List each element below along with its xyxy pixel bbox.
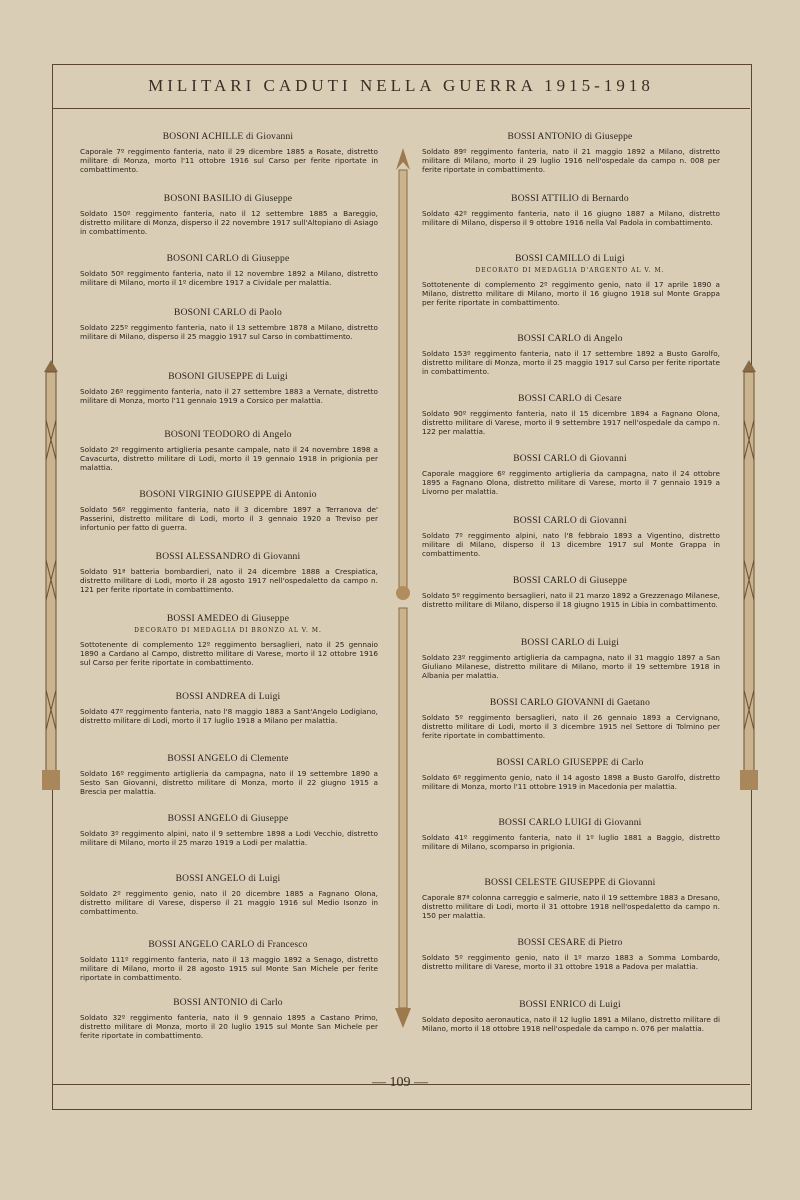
page-number: — 109 —: [372, 1075, 428, 1090]
obituary-entry: [420, 394, 720, 436]
entry-text: Sottotenente di complemento 12º reggimento bersaglieri, nato il 25 gennaio 1890 a Cardano al Campo, distretto militare di Varese, morto il 12 ottobre 1916 sul Carso per ferite riportate in combattimento.: [80, 640, 378, 667]
entry-name: BOSONI TEODORO di Angelo: [164, 430, 292, 440]
obituary-entry: [78, 552, 378, 594]
entry-name: BOSSI ANTONIO di Carlo: [173, 998, 283, 1008]
left-fasces-ornament: [36, 360, 66, 800]
obituary-entry: [78, 194, 378, 236]
obituary-entry: [420, 132, 720, 174]
entry-name: BOSSI ATTILIO di Bernardo: [511, 194, 629, 204]
entry-name: BOSONI BASILIO di Giuseppe: [163, 194, 293, 204]
entry-name: BOSSI ALESSANDRO di Giovanni: [155, 552, 301, 562]
entry-text: Soldato 111º reggimento fanteria, nato il 13 maggio 1892 a Senago, distretto militare di Milano, morto il 28 agosto 1915 sul Monte San Michele per ferite riportate in combattimento.: [80, 955, 378, 982]
entry-name: BOSSI CARLO di Giovanni: [513, 516, 627, 526]
obituary-entry: [420, 254, 720, 307]
entry-name: BOSSI ANTONIO di Giuseppe: [507, 132, 633, 142]
obituary-entry: [78, 254, 378, 287]
obituary-entry: [420, 698, 720, 740]
obituary-entry: [78, 814, 378, 847]
entry-name: BOSSI CARLO di Giuseppe: [512, 576, 628, 586]
entry-text: Soldato 41º reggimento fanteria, nato il 1º luglio 1881 a Baggio, distretto militare di Milano, scomparso in prigionia.: [422, 833, 720, 851]
entry-text: Soldato 6º reggimento genio, nato il 14 agosto 1898 a Busto Garolfo, distretto militare di Monza, morto l'11 ottobre 1919 in Macedonia per malattia.: [422, 773, 720, 791]
entry-text: Caporale maggiore 6º reggimento artiglieria da campagna, nato il 24 ottobre 1895 a Fagnano Olona, distretto militare di Varese, morto il 7 gennaio 1919 a Livorno per malattia.: [422, 469, 720, 496]
obituary-entry: [420, 638, 720, 680]
entry-text: Soldato 3º reggimento alpini, nato il 9 settembre 1898 a Lodi Vecchio, distretto militare di Milano, morto il 25 marzo 1919 a Lodi per malattia.: [80, 829, 378, 847]
entry-text: Caporale 87ª colonna carreggio e salmerie, nato il 19 settembre 1883 a Dresano, distretto militare di Lodi, morto il 31 ottobre 1918 nell'ospedaletto da campo n. 150 per malattia.: [422, 893, 720, 920]
entry-name: BOSSI CARLO GIUSEPPE di Carlo: [496, 758, 644, 768]
entry-text: Soldato 7º reggimento alpini, nato l'8 febbraio 1893 a Vigentino, distretto militare di Milano, disperso il 13 dicembre 1917 sul Monte Grappa in combattimento.: [422, 531, 720, 558]
entry-name: BOSSI CAMILLO di Luigi: [515, 254, 625, 264]
obituary-entry: [78, 490, 378, 532]
obituary-entry: [78, 754, 378, 796]
entry-text: Soldato 56º reggimento fanteria, nato il 3 dicembre 1897 a Terranova de' Passerini, distretto militare di Lodi, morto il 3 gennaio 1920 a Treviso per infortunio per fatto di guerra.: [80, 505, 378, 532]
entry-text: Soldato 5º reggimento bersaglieri, nato il 21 marzo 1892 a Grezzenago Milanese, distretto militare di Milano, disperso il 18 giugno 1915 in Libia in combattimento.: [422, 591, 720, 609]
entry-name: BOSSI CARLO LUIGI di Giovanni: [498, 818, 642, 828]
obituary-entry: [78, 998, 378, 1040]
entry-name: BOSSI ANGELO di Luigi: [175, 874, 281, 884]
obituary-entry: [78, 308, 378, 341]
obituary-entry: [420, 878, 720, 920]
right-fasces-ornament: [734, 360, 764, 800]
entry-text: Soldato 47º reggimento fanteria, nato l'8 maggio 1883 a Sant'Angelo Lodigiano, distretto militare di Lodi, morto il 17 luglio 1918 a Milano per malattia.: [80, 707, 378, 725]
entry-name: BOSONI CARLO di Paolo: [174, 308, 282, 318]
entry-text: Soldato 2º reggimento artiglieria pesante campale, nato il 24 novembre 1898 a Cavacurta, distretto militare di Lodi, morto il 19 gennaio 1918 in prigionia per malattia.: [80, 445, 378, 472]
entry-name: BOSSI AMEDEO di Giuseppe: [166, 614, 290, 624]
page-title: MILITARI CADUTI NELLA GUERRA 1915-1918: [148, 76, 654, 95]
obituary-entry: [78, 614, 378, 667]
entry-text: Soldato 153º reggimento fanteria, nato il 17 settembre 1892 a Busto Garolfo, distretto militare di Monza, morto il 25 maggio 1917 sul Carso per ferite riportate in combattimento.: [422, 349, 720, 376]
entry-text: Sottotenente di complemento 2º reggimento genio, nato il 17 aprile 1890 a Milano, distretto militare di Milano, morto il 16 giugno 1918 sul Monte Grappa per ferite riportate in combattimento.: [422, 280, 720, 307]
entry-text: Soldato 225º reggimento fanteria, nato il 13 settembre 1878 a Milano, distretto militare di Milano, disperso il 25 maggio 1917 sul Carso in combattimento.: [80, 323, 378, 341]
entry-text: Soldato 42º reggimento fanteria, nato il 16 giugno 1887 a Milano, distretto militare di Milano, disperso il 9 ottobre 1916 nella Val Padola in combattimento.: [422, 209, 720, 227]
entry-text: Soldato 50º reggimento fanteria, nato il 12 novembre 1892 a Milano, distretto militare di Milano, morto il 1º dicembre 1917 a Cividale per malattia.: [80, 269, 378, 287]
obituary-entry: [78, 940, 378, 982]
entry-text: Soldato 32º reggimento fanteria, nato il 9 gennaio 1895 a Castano Primo, distretto militare di Monza, morto il 20 luglio 1915 sul Monte San Michele per ferite riportate in combattimento.: [80, 1013, 378, 1040]
obituary-entry: [78, 874, 378, 916]
entry-text: Soldato 91ª batteria bombardieri, nato il 24 dicembre 1888 a Crespiatica, distretto militare di Lodi, morto il 28 agosto 1917 nell'ospedaletto da campo n. 121 per ferite riportate in combattimento.: [80, 567, 378, 594]
entry-name: BOSSI ANGELO di Clemente: [167, 754, 289, 764]
obituary-entry: [78, 692, 378, 725]
entry-text: Soldato 26º reggimento fanteria, nato il 27 settembre 1883 a Vernate, distretto militare di Monza, morto l'11 gennaio 1919 a Corsico per malattia.: [80, 387, 378, 405]
entry-text: Soldato 5º reggimento bersaglieri, nato il 26 gennaio 1893 a Cervignano, distretto militare di Lodi, morto il 3 dicembre 1915 nel Settore di Tolmino per ferite riportate in combattimento.: [422, 713, 720, 740]
obituary-entry: [420, 1000, 720, 1033]
entry-text: Soldato 90º reggimento fanteria, nato il 15 dicembre 1894 a Fagnano Olona, distretto militare di Varese, morto il 9 settembre 1917 nell'ospedale da campo n. 122 per malattia.: [422, 409, 720, 436]
entry-name: BOSONI VIRGINIO GIUSEPPE di Antonio: [139, 490, 317, 500]
entry-text: Soldato 89º reggimento fanteria, nato il 21 maggio 1892 a Milano, distretto militare di Milano, morto il 29 luglio 1916 nell'ospedale da campo n. 008 per ferite riportate in combattimento.: [422, 147, 720, 174]
central-staff-ornament: [392, 148, 414, 1028]
entry-text: Soldato 16º reggimento artiglieria da campagna, nato il 19 settembre 1890 a Sesto San Giovanni, distretto militare di Monza, morto il 22 giugno 1915 a Brescia per malattia.: [80, 769, 378, 796]
entry-name: BOSONI GIUSEPPE di Luigi: [168, 372, 288, 382]
obituary-entry: [420, 194, 720, 227]
entry-name: BOSSI CARLO di Luigi: [520, 638, 620, 648]
entry-name: BOSSI CARLO di Angelo: [517, 334, 623, 344]
entry-text: Soldato 5º reggimento genio, nato il 1º marzo 1883 a Somma Lombardo, distretto militare di Varese, morto il 31 ottobre 1918 a Padova per malattia.: [422, 953, 720, 971]
obituary-entry: [420, 576, 720, 609]
obituary-entry: [420, 758, 720, 791]
entry-name: BOSSI ENRICO di Luigi: [519, 1000, 621, 1010]
obituary-entry: [420, 818, 720, 851]
obituary-entry: [420, 454, 720, 496]
page-header: [52, 64, 750, 109]
obituary-entry: [420, 334, 720, 376]
entry-name: BOSONI CARLO di Giuseppe: [166, 254, 290, 264]
obituary-entry: [78, 372, 378, 405]
obituary-entry: [78, 132, 378, 174]
entry-name: BOSSI CELESTE GIUSEPPE di Giovanni: [484, 878, 656, 888]
entry-name: BOSSI CESARE di Pietro: [517, 938, 623, 948]
entry-text: Caporale 7º reggimento fanteria, nato il 29 dicembre 1885 a Rosate, distretto militare di Monza, morto l'11 ottobre 1916 sul Carso per ferite riportate in combattimento.: [80, 147, 378, 174]
entry-decoration: DECORATO DI MEDAGLIA DI BRONZO AL V. M.: [134, 627, 322, 634]
entry-name: BOSSI ANGELO CARLO di Francesco: [148, 940, 308, 950]
entry-text: Soldato 2º reggimento genio, nato il 20 dicembre 1885 a Fagnano Olona, distretto militare di Varese, disperso il 21 maggio 1916 sul Medio Isonzo in combattimento.: [80, 889, 378, 916]
obituary-entry: [78, 430, 378, 472]
entry-name: BOSSI CARLO GIOVANNI di Gaetano: [489, 698, 651, 708]
obituary-entry: [420, 938, 720, 971]
obituary-entry: [420, 516, 720, 558]
entry-name: BOSSI CARLO di Cesare: [518, 394, 622, 404]
entry-text: Soldato deposito aeronautica, nato il 12 luglio 1891 a Milano, distretto militare di Milano, morto il 18 ottobre 1918 nell'ospedale da campo n. 076 per malattia.: [422, 1015, 720, 1033]
entry-text: Soldato 150º reggimento fanteria, nato il 12 settembre 1885 a Bareggio, distretto militare di Monza, disperso il 22 novembre 1917 sull'Altopiano di Asiago in combattimento.: [80, 209, 378, 236]
entry-decoration: DECORATO DI MEDAGLIA D'ARGENTO AL V. M.: [475, 267, 665, 274]
entry-name: BOSSI ANDREA di Luigi: [175, 692, 281, 702]
entry-text: Soldato 23º reggimento artiglieria da campagna, nato il 31 maggio 1897 a San Giuliano Milanese, distretto militare di Milano, morto il 19 settembre 1918 in Albania per malattia.: [422, 653, 720, 680]
entry-name: BOSONI ACHILLE di Giovanni: [162, 132, 294, 142]
entry-name: BOSSI ANGELO di Giuseppe: [167, 814, 289, 824]
entry-name: BOSSI CARLO di Giovanni: [513, 454, 627, 464]
